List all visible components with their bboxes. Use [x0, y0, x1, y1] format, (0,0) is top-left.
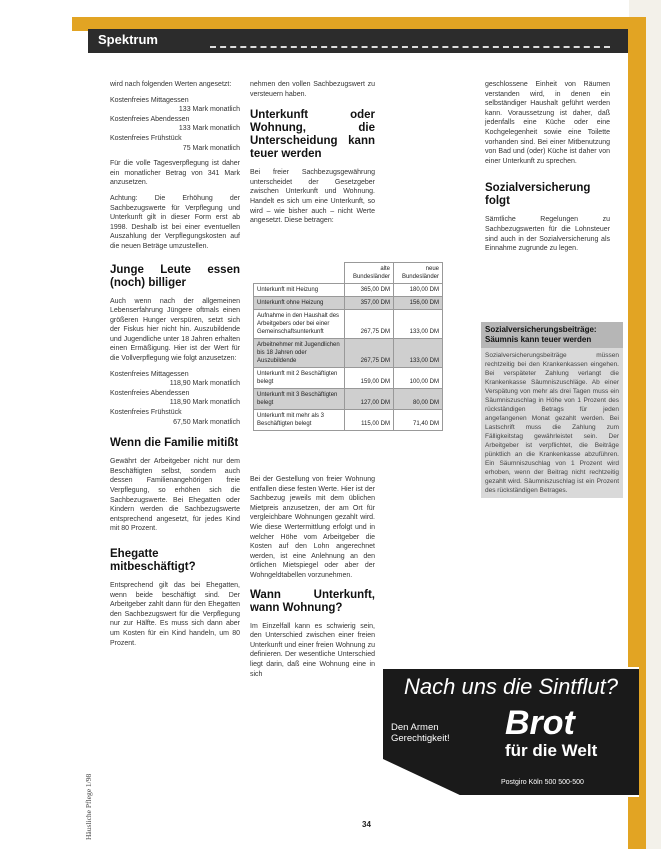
col1-p2: Für die volle Tagesverpflegung ist daher ein monatlicher Betrag von 341 Mark anzusetzen. [110, 160, 240, 187]
column-2-lower [250, 475, 375, 685]
ad-brand-logo: Brot [505, 704, 575, 742]
ad-subline: Den Armen Gerechtigkeit! [391, 722, 450, 744]
cell-value: 133,00 DM [394, 310, 443, 339]
heading-familie: Wenn die Familie mitißt [110, 437, 239, 450]
cell-value: 267,75 DM [345, 339, 394, 368]
section-header-bar [88, 29, 628, 53]
value-label: Kostenfreies Frühstück [110, 409, 182, 417]
value-amount: 67,50 Mark monatlich [173, 418, 240, 426]
value-amount: 133 Mark monatlich [178, 125, 240, 133]
col1-p6: Entsprechend gilt das bei Ehegatten, wenn beide beschäftigt sind. Der Arbeitgeber zahlt dann für den Ehegatten den Sachbezugswert für die Verpflegung nur zur Hälfte. Es muss sich dann aber um Kosten für ein Kind handeln, um 80 Prozent. [110, 581, 240, 647]
row-label: Aufnahme in den Haushalt des Arbeitgebers oder bei einer Gemeinschaftsunterkunft [254, 310, 345, 339]
side-text: Häusliche Pflege 1/98 [84, 773, 93, 840]
info-box [481, 322, 623, 498]
cell-value: 133,00 DM [394, 339, 443, 368]
column-1 [110, 80, 240, 654]
col1-p5: Gewährt der Arbeitgeber nicht nur dem Beschäftigten selbst, sondern auch dessen Familienangehörigen freie Verpflegung, so erhöhen sich die Sachbezugswerte. Bei Ehegatten oder Kindern werden die Sachbezugswerte entsprechend angesetzt, für jedes Kind mit 80 Prozent. [110, 458, 240, 533]
cell-value: 156,00 DM [394, 297, 443, 310]
ad-account: Postgiro Köln 500 500-500 [501, 779, 584, 786]
advertisement [383, 667, 639, 797]
value-list-1 [110, 96, 240, 154]
column-header: alte Bundesländer [345, 263, 394, 284]
column-header: neue Bundesländer [394, 263, 443, 284]
row-label: Unterkunft mit Heizung [254, 284, 345, 297]
cell-value: 115,00 DM [345, 410, 394, 431]
section-title: Spektrum [98, 32, 158, 47]
table-header [254, 263, 443, 284]
heading-unterkunft: Unterkunft oder Wohnung, die Unterscheidung kann teuer werden [250, 109, 375, 161]
col1-p3: Achtung: Die Erhöhung der Sachbezugswerte für Verpflegung und Unterkunft gilt in dieser Form erst ab 1998. Deshalb ist bei einer eventuellen Auszahlung der Verpflegungskosten auf die neuen Beträge umzustellen. [110, 194, 240, 250]
heading-wann-unterkunft: Wann Unterkunft, wann Wohnung? [250, 588, 375, 614]
row-label: Unterkunft ohne Heizung [254, 297, 345, 310]
col2-p3: Bei der Gestellung von freier Wohnung entfallen diese festen Werte. Hier ist der Sachbezug jeweils mit dem üblichen Mietpreis anzusetzen, der am Ort für vergleichbare Wohnungen gezahlt wird. Wie diese Wertermittlung erfolgt und in welcher Höhe vom Arbeitgeber die Kosten auf den Lohn angerechnet werden, ist eine Anlehnung an den örtlichen Mietspiegel oder aber der Wohngeldtabellen vorzunehmen. [250, 476, 375, 579]
info-box-body: Sozialversicherungsbeiträge müssen rechtzeitig bei den Krankenkassen eingehen. Bei verspäteter Zahlung verlangt die Krankenkasse Säumniszuschläge. Ab einer Verspätung von mehr als drei Tagen muss ein Säumniszuschlag in Höhe von 1 Prozent des rückständigen Betrags für jeden angefangenen Monat gezahlt werden. Bei Lastschrift muss die Zahlung zum Fälligkeitstag gewährleistet sein. Der Arbeitgeber ist verpflichtet, die Beiträge pünktlich an die Krankenkasse abzuführen. Ein Säumniszuschlag von 1 Prozent wird erhoben, wenn der Beitrag nicht rechtzeitig gezahlt wird. Säumniszuschlag ist ein Prozent des rückständigen Betrages. [481, 348, 623, 498]
row-label: Unterkunft mit 2 Beschäftigten belegt [254, 368, 345, 389]
value-label: Kostenfreies Abendessen [110, 115, 190, 123]
col3-p1: geschlossene Einheit von Räumen verstanden wird, in denen ein selbständiger Haushalt geführt werden kann. Voraussetzung ist daher, daß jedenfalls eine Küche oder eine Kochgelegenheit sowie eine Toilette vorhanden sind. Bei einer Mitbenutzung von Bad und (oder) Küche ist daher von einer Unterkunft zu sprechen. [485, 81, 610, 165]
table-row [254, 410, 443, 431]
cell-value: 100,00 DM [394, 368, 443, 389]
cell-value: 365,00 DM [345, 284, 394, 297]
ad-headline: Nach uns die Sintflut? [383, 669, 639, 705]
value-amount: 118,90 Mark monatlich [169, 399, 240, 407]
cell-value: 127,00 DM [345, 389, 394, 410]
sachbezug-table [253, 262, 443, 431]
table-row [254, 389, 443, 410]
cell-value: 71,40 DM [394, 410, 443, 431]
col2-p1: nehmen den vollen Sachbezugswert zu versteuern haben. [250, 81, 375, 98]
table-row [254, 339, 443, 368]
value-amount: 133 Mark monatlich [178, 106, 240, 114]
col1-p1: wird nach folgenden Werten angesetzt: [110, 81, 232, 88]
heading-ehegatte: Ehegatte mitbeschäftigt? [110, 547, 196, 573]
row-label: Unterkunft mit 3 Beschäftigten belegt [254, 389, 345, 410]
col3-p2: Sämtliche Regelungen zu Sachbezugswerten für die Lohnsteuer sind auch in der Sozialversicherung als Einnahme zugrunde zu legen. [485, 216, 610, 253]
value-label: Kostenfreies Abendessen [110, 389, 190, 397]
table-row [254, 310, 443, 339]
cell-value: 357,00 DM [345, 297, 394, 310]
heading-junge-leute: Junge Leute essen (noch) billiger [110, 263, 240, 289]
cell-value: 267,75 DM [345, 310, 394, 339]
cell-value: 159,00 DM [345, 368, 394, 389]
table-row [254, 297, 443, 310]
value-label: Kostenfreies Frühstück [110, 134, 182, 142]
cell-value: 180,00 DM [394, 284, 443, 297]
header-rule [210, 46, 610, 48]
table-row [254, 368, 443, 389]
ad-brand-subtitle: für die Welt [505, 741, 598, 760]
info-box-title: Sozialversicherungsbeiträge: Säumnis kann teuer werden [481, 322, 623, 348]
row-label: Arbeitnehmer mit Jugendlichen bis 18 Jahren oder Auszubildende [254, 339, 345, 368]
col1-p4: Auch wenn nach der allgemeinen Lebenserfahrung Jüngere oftmals einen größeren Hunger verspüren, setzt sich der Fiskus hier nicht hin. Auszubildende und Jugendliche unter 18 Jahren erhalten einen Ermäßigung. Hier ist der Wert für die Vollverpflegung wie folgt anzusetzen: [110, 297, 240, 363]
value-label: Kostenfreies Mittagessen [110, 96, 189, 104]
heading-sozialversicherung: Sozialversicherung folgt [485, 182, 591, 208]
value-label: Kostenfreies Mittagessen [110, 370, 189, 378]
column-2 [250, 80, 375, 232]
col2-p4: Im Einzelfall kann es schwierig sein, den Unterschied zwischen einer freien Unterkunft und einer freien Wohnung zu definieren. Der wesentliche Unterschied liegt darin, daß eine Wohnung eine in sich [250, 622, 375, 678]
column-3 [485, 80, 610, 260]
row-label: Unterkunft mit mehr als 3 Beschäftigten belegt [254, 410, 345, 431]
page-number: 34 [362, 820, 371, 829]
col2-p2: Bei freier Sachbezugsgewährung unterscheidet der Gesetzgeber zwischen Unterkunft und Wohnung. Handelt es sich um eine Unterkunft, so wird – wie bisher auch – nicht Werte angesetzt. Diese betragen: [250, 169, 375, 225]
value-list-2 [110, 370, 240, 428]
value-amount: 75 Mark monatlich [182, 144, 240, 152]
table-row [254, 284, 443, 297]
value-amount: 118,90 Mark monatlich [169, 380, 240, 388]
cell-value: 80,00 DM [394, 389, 443, 410]
